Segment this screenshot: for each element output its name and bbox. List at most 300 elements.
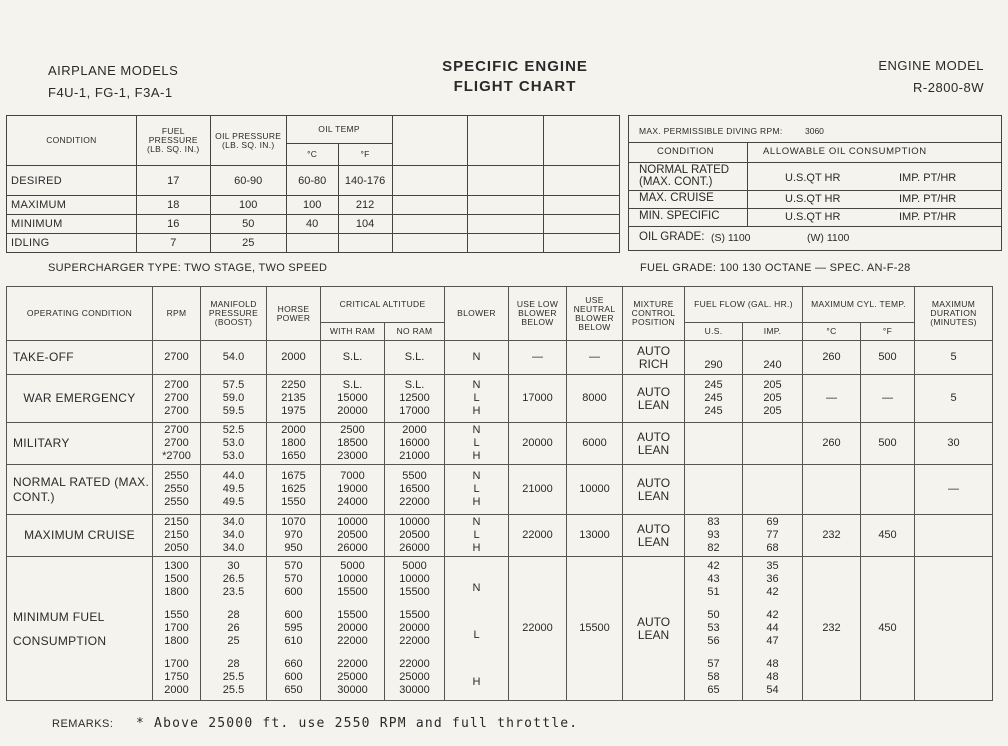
no-ram-cell [385,375,445,423]
blank-cell [544,116,620,166]
with-ram-cell [321,465,385,515]
no-ram-value: 2000 [402,424,427,436]
title-line2: FLIGHT CHART [453,78,577,95]
with-ram-value: S.L. [342,379,363,391]
spacer [153,599,200,609]
spacer [201,648,266,658]
blower-value: H [472,675,481,688]
oil-temp-c [286,234,338,253]
consumption-row [629,208,1001,227]
rpm-value: 1550 [164,609,189,621]
hdr-rpm: RPM [153,287,201,341]
with-ram-value: 26000 [337,542,368,554]
spacer [321,648,384,658]
blank-cell [544,215,620,234]
with-ram-value: 25000 [337,671,368,683]
oil-grade-winter: (W) 1100 [807,232,850,244]
blower-value: N [472,424,481,436]
no-ram-value: 22000 [399,635,430,647]
spacer [267,599,320,609]
title-line1: SPECIFIC ENGINE [442,58,588,75]
fuel-flow-us: 56 [707,635,720,647]
manifold-cell [201,515,267,557]
spacer [445,569,508,582]
blower-value: L [473,483,480,495]
rpm-cell [153,557,201,701]
rpm-value: 2700 [153,341,201,375]
fuel-pressure-value: 16 [136,215,210,234]
fuel-pressure-value: 18 [136,196,210,215]
manifold-value: 25 [227,635,240,647]
table-row [7,375,993,423]
blower-value: L [473,392,480,404]
rpm-value: 1800 [164,586,189,598]
duration-value: 5 [915,375,993,423]
with-ram-cell [321,515,385,557]
rpm-cell [153,465,201,515]
blower-value: L [473,529,480,541]
row-condition: MINIMUM [7,215,137,234]
fuel-flow-imp: 44 [766,622,779,634]
hdr-blower: BLOWER [445,287,509,341]
no-ram-value: 15500 [399,609,430,621]
manifold-value: 26.5 [222,573,245,585]
fuel-flow-us: 83 [707,516,720,528]
with-ram-cell [321,423,385,465]
manifold-value: 28 [227,658,240,670]
fuel-flow-imp: 205 [763,379,782,391]
cyl-temp-c: 260 [803,341,861,375]
hp-value: 570 [284,573,303,585]
fuel-flow-imp: 42 [766,586,779,598]
fuel-flow-us: 290 [685,341,743,375]
fuel-flow-us: 53 [707,622,720,634]
hp-value: 950 [284,542,303,554]
mixture-value: AUTO LEAN [623,375,685,423]
hdr-oil-temp: OIL TEMP [286,116,392,144]
cyl-temp-f: 450 [861,515,915,557]
hdr-operating-condition: OPERATING CONDITION [7,287,153,341]
cyl-temp-c: 232 [803,557,861,701]
manifold-value: 25.5 [222,684,245,696]
oil-pressure-value: 50 [210,215,286,234]
no-ram-cell [385,465,445,515]
with-ram-value: 15500 [337,586,368,598]
table-row [7,515,993,557]
blower-cell [445,515,509,557]
cyl-temp-f: 500 [861,423,915,465]
hp-value: 2000 [281,424,306,436]
max-diving-value: 3060 [805,126,824,136]
pressure-temp-table [6,115,620,253]
cyl-temp-f: 500 [861,341,915,375]
with-ram-value: 20500 [337,529,368,541]
rpm-value: 2150 [164,529,189,541]
fuel-flow-imp-cell [743,465,803,515]
oil-temp-c: 40 [286,215,338,234]
divider [747,142,748,162]
condition-label: MINIMUM FUEL CONSUMPTION [7,557,153,701]
blower-value: H [472,405,481,417]
hdr-use-neutral: USE NEUTRAL BLOWER BELOW [567,287,623,341]
manifold-cell [201,465,267,515]
use-low-value: 22000 [509,557,567,701]
manifold-value: 30 [227,560,240,572]
manifold-value: 23.5 [222,586,245,598]
manifold-value: 26 [227,622,240,634]
duration-value: — [915,465,993,515]
manifold-value: 34.0 [222,516,245,528]
with-ram-value: 10000 [337,516,368,528]
no-ram-cell [385,515,445,557]
with-ram-value: 19000 [337,483,368,495]
fuel-flow-us: 82 [707,542,720,554]
rpm-digits: 2700 [166,450,191,462]
blower-value: L [473,628,480,641]
fuel-flow-imp: 36 [766,573,779,585]
manifold-value: 34.0 [222,542,245,554]
spacer [321,599,384,609]
duration-value [915,515,993,557]
fuel-flow-us: 245 [704,405,723,417]
fuel-flow-imp: 69 [766,516,779,528]
blank-cell [468,234,544,253]
hdr-deg-c: °C [803,323,861,341]
with-ram-value: 24000 [337,496,368,508]
hp-cell [267,515,321,557]
with-ram-value: 30000 [337,684,368,696]
no-ram-value: 22000 [399,496,430,508]
hp-value: 2000 [267,341,321,375]
cyl-temp-c: — [803,375,861,423]
operating-conditions-table [6,286,993,701]
no-ram-value: 15500 [399,586,430,598]
table-row [7,215,620,234]
consumption-header-row [629,142,1001,163]
consumption-row [629,162,1001,191]
consumption-us: U.S.QT HR [785,211,841,223]
manifold-value: 57.5 [222,379,245,391]
blank-cell [468,166,544,196]
mixture-value: AUTO LEAN [623,515,685,557]
hp-value: 1650 [281,450,306,462]
rpm-value: 1800 [164,635,189,647]
blower-cell [445,465,509,515]
airplane-models-value: F4U-1, FG-1, F3A-1 [48,85,173,100]
duration-value [915,557,993,701]
hdr-use-low: USE LOW BLOWER BELOW [509,287,567,341]
cyl-temp-f: 450 [861,557,915,701]
mixture-value: AUTO LEAN [623,465,685,515]
engine-model-block [878,55,984,99]
oil-temp-f: 212 [338,196,392,215]
divider [747,208,748,226]
mixture-value: AUTO RICH [623,341,685,375]
blower-value: H [472,542,481,554]
no-ram-value: 5000 [402,560,427,572]
fuel-flow-imp: 54 [766,684,779,696]
max-diving-row [629,116,1001,143]
fuel-flow-imp-cell [743,375,803,423]
remarks-text: * Above 25000 ft. use 2550 RPM and full throttle. [136,716,579,731]
fuel-flow-us: 245 [704,392,723,404]
hp-value: 600 [284,671,303,683]
rpm-cell [153,423,201,465]
no-ram-value: 30000 [399,684,430,696]
spacer [445,595,508,629]
table-row [7,465,993,515]
with-ram-value: 22000 [337,658,368,670]
use-low-value: 17000 [509,375,567,423]
manifold-cell [201,557,267,701]
hp-value: 600 [284,609,303,621]
hp-value: 1675 [281,470,306,482]
consumption-label: MIN. SPECIFIC [639,210,720,222]
with-ram-value: 5000 [340,560,365,572]
blower-value: H [472,450,481,462]
rpm-value: 1700 [164,622,189,634]
hdr-fuel-flow: FUEL FLOW (GAL. HR.) [685,287,803,323]
oil-temp-c: 100 [286,196,338,215]
manifold-cell [201,423,267,465]
row-condition: IDLING [7,234,137,253]
with-ram-value: 10000 [337,573,368,585]
hp-value: 2250 [281,379,306,391]
spacer [385,648,444,658]
mixture-value: AUTO LEAN [623,423,685,465]
fuel-flow-us-cell [685,465,743,515]
hdr-max-cyl-temp: MAXIMUM CYL. TEMP. [803,287,915,323]
fuel-pressure-value: 17 [136,166,210,196]
rpm-value: 2700 [164,379,189,391]
rpm-value: 2550 [164,483,189,495]
spacer [685,599,742,609]
condition-label: TAKE-OFF [7,341,153,375]
no-ram-value: 25000 [399,671,430,683]
consumption-imp: IMP. PT/HR [899,193,957,205]
cyl-temp-f [861,465,915,515]
airplane-models-label: AIRPLANE MODELS [48,63,179,78]
rpm-value [153,450,200,463]
manifold-value: 34.0 [222,529,245,541]
fuel-flow-imp: 77 [766,529,779,541]
blower-cell [445,423,509,465]
hp-value: 570 [284,560,303,572]
oil-temp-f [338,234,392,253]
hdr-fuel-pressure: FUEL PRESSURE (LB. SQ. IN.) [136,116,210,166]
oil-grade-summer: (S) 1100 [711,232,751,244]
with-ram-value: 23000 [337,450,368,462]
oil-pressure-value: 100 [210,196,286,215]
oil-temp-f: 104 [338,215,392,234]
no-ram-cell [385,557,445,701]
oil-temp-f: 140-176 [338,166,392,196]
manifold-value: 54.0 [201,341,267,375]
condition-label: MAXIMUM CRUISE [7,515,153,557]
rpm-cell [153,515,201,557]
table-row [7,341,993,375]
consumption-label: NORMAL RATED (MAX. CONT.) [639,164,730,188]
spacer [153,648,200,658]
consumption-row [629,190,1001,209]
fuel-flow-imp: 68 [766,542,779,554]
fuel-flow-us: 245 [704,379,723,391]
hdr-deg-f: °F [861,323,915,341]
oil-temp-c: 60-80 [286,166,338,196]
with-ram-value: 15500 [337,609,368,621]
manifold-cell [201,375,267,423]
blower-value: H [472,496,481,508]
page-title [420,57,610,97]
hp-value: 660 [284,658,303,670]
with-ram-value: 22000 [337,635,368,647]
blank-cell [392,196,468,215]
oil-pressure-value: 25 [210,234,286,253]
hdr-no-ram: NO RAM [385,323,445,341]
rpm-value: 2700 [164,424,189,436]
blank-cell [468,215,544,234]
condition-label: MILITARY [7,423,153,465]
rpm-value: 2150 [164,516,189,528]
manifold-value: 25.5 [222,671,245,683]
rpm-value: 1300 [164,560,189,572]
consumption-us: U.S.QT HR [785,172,841,184]
rpm-value: 1700 [164,658,189,670]
fuel-flow-imp-cell [743,515,803,557]
manifold-value: 53.0 [222,450,245,462]
with-ram-value: 2500 [340,424,365,436]
rpm-value: 2700 [164,405,189,417]
max-diving-label: MAX. PERMISSIBLE DIVING RPM: [639,126,783,136]
hdr-deg-c: °C [286,144,338,166]
oil-consumption-table [628,115,1002,251]
fuel-pressure-value: 7 [136,234,210,253]
oil-pressure-value: 60-90 [210,166,286,196]
rpm-value: 2050 [164,542,189,554]
rpm-value: 1750 [164,671,189,683]
fuel-flow-us: 43 [707,573,720,585]
consumption-us: U.S.QT HR [785,193,841,205]
use-neutral-value: 6000 [567,423,623,465]
remarks-label: REMARKS: [52,718,114,730]
fuel-flow-imp: 240 [743,341,803,375]
blank-cell [544,166,620,196]
use-low-value: 22000 [509,515,567,557]
manifold-value: 49.5 [222,483,245,495]
hdr-mixture: MIXTURE CONTROL POSITION [623,287,685,341]
fuel-flow-us: 57 [707,658,720,670]
fuel-flow-us: 65 [707,684,720,696]
hp-value: 595 [284,622,303,634]
blower-value: L [473,437,480,449]
spacer [743,648,802,658]
mixture-value: AUTO LEAN [623,557,685,701]
engine-model-label: ENGINE MODEL [878,58,984,73]
hp-value: 1550 [281,496,306,508]
divider [747,162,748,190]
use-low-value: — [509,341,567,375]
no-ram-value: 26000 [399,542,430,554]
hp-cell [267,465,321,515]
hp-value: 1800 [281,437,306,449]
use-neutral-value: 10000 [567,465,623,515]
hp-cell [267,423,321,465]
hp-value: 2135 [281,392,306,404]
with-ram-value: S.L. [321,341,385,375]
no-ram-value: 22000 [399,658,430,670]
manifold-value: 59.5 [222,405,245,417]
hp-value: 650 [284,684,303,696]
hp-value: 970 [284,529,303,541]
hp-cell [267,557,321,701]
with-ram-value: 15000 [337,392,368,404]
hdr-critical-altitude: CRITICAL ALTITUDE [321,287,445,323]
fuel-flow-us-cell [685,423,743,465]
hp-value: 600 [284,586,303,598]
no-ram-value: 20500 [399,529,430,541]
manifold-value: 59.0 [222,392,245,404]
fuel-flow-imp: 48 [766,658,779,670]
hdr-deg-f: °F [338,144,392,166]
hp-value: 610 [284,635,303,647]
spacer [385,599,444,609]
fuel-flow-us-cell [685,375,743,423]
no-ram-value: 20000 [399,622,430,634]
fuel-flow-imp: 47 [766,635,779,647]
use-low-value: 21000 [509,465,567,515]
with-ram-value: 18500 [337,437,368,449]
manifold-value: 44.0 [222,470,245,482]
table-row [7,166,620,196]
blank-cell [468,196,544,215]
spacer [267,648,320,658]
blank-cell [544,196,620,215]
blower-cell [445,557,509,701]
with-ram-value: 20000 [337,405,368,417]
hdr-condition: CONDITION [7,116,137,166]
consumption-imp: IMP. PT/HR [899,172,957,184]
fuel-flow-us-cell [685,515,743,557]
blank-cell [392,166,468,196]
hdr-imp: IMP. [743,323,803,341]
rpm-value: 2550 [164,470,189,482]
fuel-flow-imp: 205 [763,392,782,404]
blank-cell [468,116,544,166]
spacer [445,642,508,676]
manifold-value: 28 [227,609,240,621]
hdr-oil-pressure: OIL PRESSURE (LB. SQ. IN.) [210,116,286,166]
consumption-imp: IMP. PT/HR [899,211,957,223]
hdr-with-ram: WITH RAM [321,323,385,341]
no-ram-value: 16500 [399,483,430,495]
fuel-flow-imp: 205 [763,405,782,417]
hp-value: 1625 [281,483,306,495]
blower-cell [445,375,509,423]
spacer [743,599,802,609]
oil-grade-label: OIL GRADE: [639,231,705,243]
asterisk-mark: * [162,450,167,462]
no-ram-value: S.L. [404,379,425,391]
fuel-flow-imp: 48 [766,671,779,683]
spacer [685,648,742,658]
divider [747,190,748,208]
blower-value: N [472,581,481,594]
cyl-temp-f: — [861,375,915,423]
fuel-flow-us: 51 [707,586,720,598]
blank-cell [392,116,468,166]
spacer [201,599,266,609]
hdr-condition: CONDITION [657,146,714,157]
